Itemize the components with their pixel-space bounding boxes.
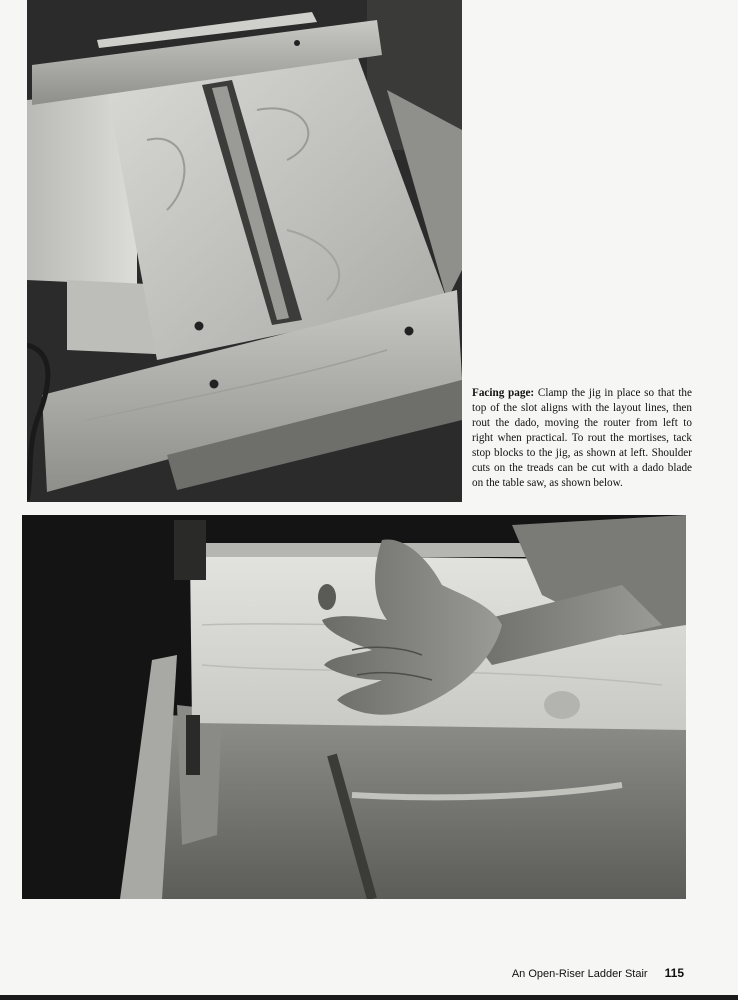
router-jig-image <box>27 0 462 502</box>
table-saw-image <box>22 515 686 899</box>
photo-router-jig <box>27 0 462 502</box>
caption-lead: Facing page: <box>472 387 535 399</box>
page-footer <box>512 966 684 980</box>
caption-text: Clamp the jig in place so that the top of the slot aligns with the layout lines, then rout the dado, moving the router from left to right when practical. To rout the mortises, tack stop blocks to the jig, as shown at left. Shoulder cuts on the treads can be cut with a dado blade on the table saw, as shown below. <box>472 387 692 489</box>
photo-table-saw-cut <box>22 515 686 899</box>
page-number: 115 <box>664 966 684 980</box>
running-title: An Open-Riser Ladder Stair <box>511 968 648 980</box>
photo-caption <box>472 386 692 491</box>
scan-edge <box>0 995 738 1000</box>
